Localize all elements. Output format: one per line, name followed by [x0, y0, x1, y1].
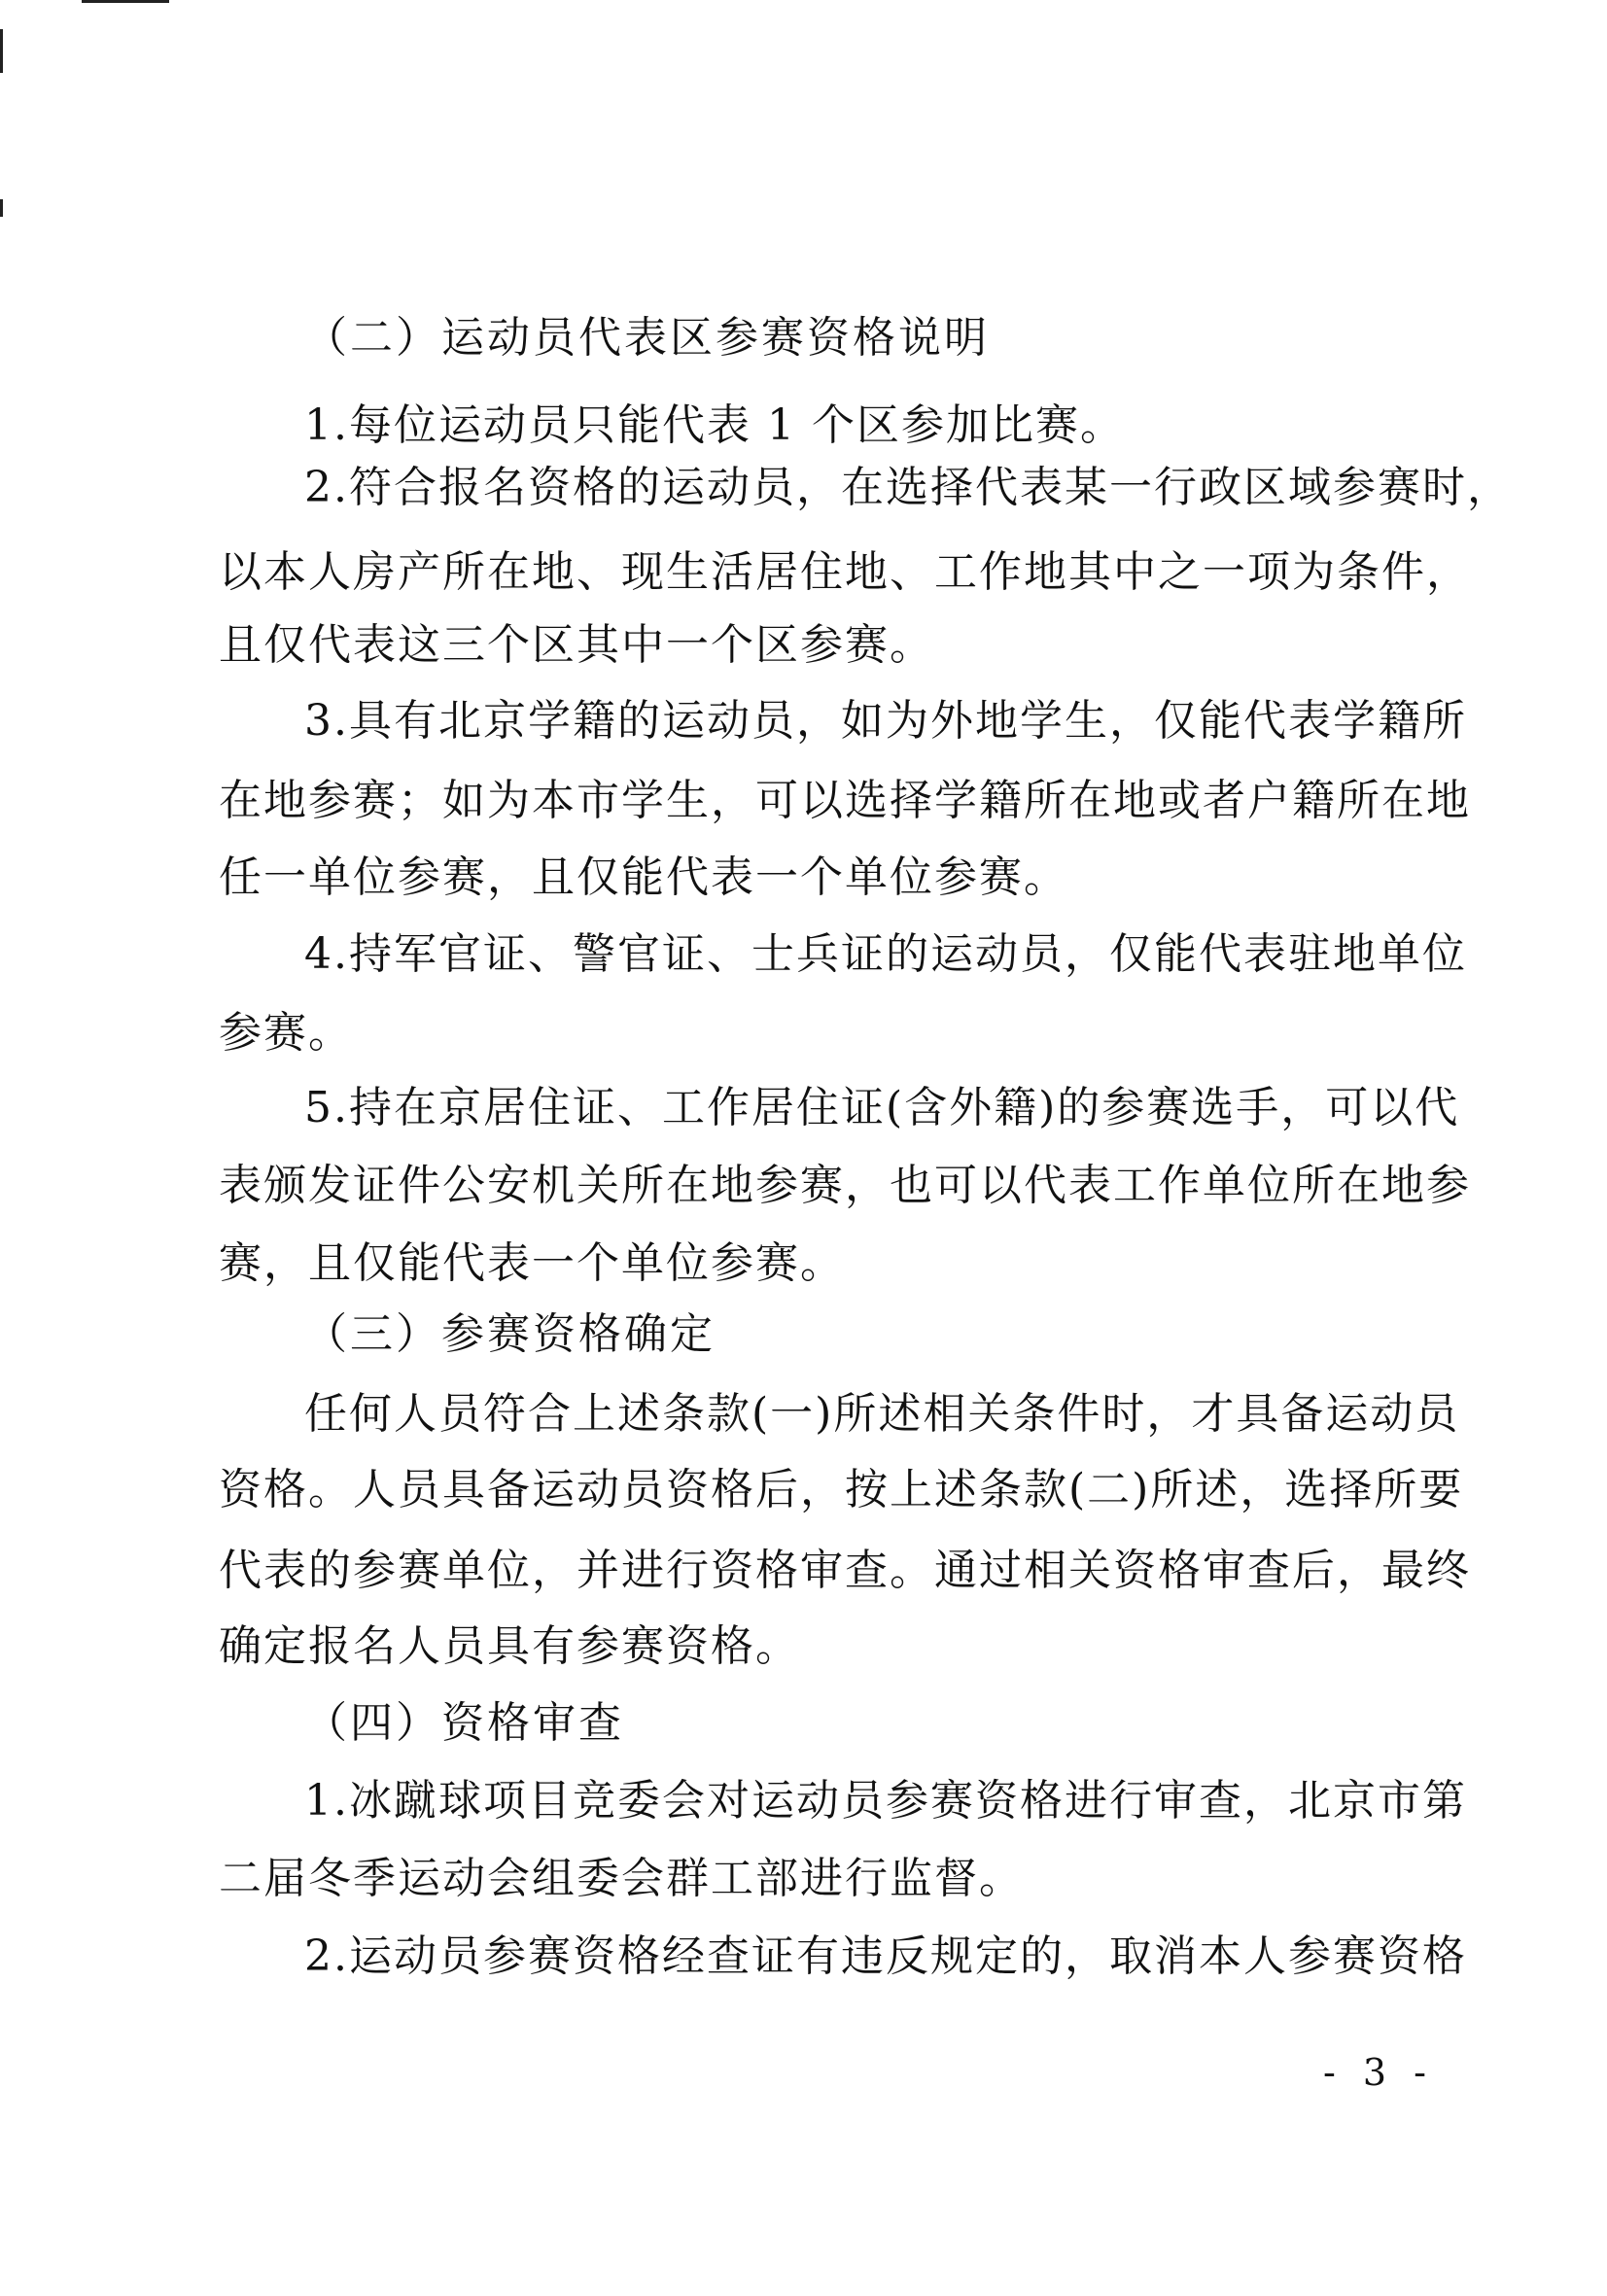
paragraph-line: 参赛。: [219, 1008, 353, 1058]
paragraph-line: 且仅代表这三个区其中一个区参赛。: [219, 620, 934, 670]
paragraph-line: 1.冰蹴球项目竞委会对运动员参赛资格进行审查，北京市第: [304, 1776, 1467, 1826]
section-heading-3: （三）参赛资格确定: [304, 1309, 716, 1359]
paragraph-line: 代表的参赛单位，并进行资格审查。通过相关资格审查后，最终: [219, 1546, 1471, 1595]
paragraph-line: 赛，且仅能代表一个单位参赛。: [219, 1238, 845, 1288]
section-heading-2: （二）运动员代表区参赛资格说明: [304, 313, 990, 363]
paragraph-line: 1.每位运动员只能代表 1 个区参加比赛。: [304, 400, 1125, 450]
page-number: - 3 -: [1322, 2051, 1434, 2094]
paragraph-line: 2.符合报名资格的运动员，在选择代表某一行政区域参赛时，: [304, 463, 1512, 512]
paragraph-line: 任何人员符合上述条款(一)所述相关条件时，才具备运动员: [304, 1389, 1460, 1439]
paragraph-line: 二届冬季运动会组委会群工部进行监督。: [219, 1854, 1024, 1903]
paragraph-line: 资格。人员具备运动员资格后，按上述条款(二)所述，选择所要: [219, 1465, 1464, 1514]
paragraph-line: 4.持军官证、警官证、士兵证的运动员，仅能代表驻地单位: [304, 929, 1467, 979]
paragraph-line: 任一单位参赛，且仅能代表一个单位参赛。: [219, 852, 1068, 902]
paragraph-line: 5.持在京居住证、工作居住证(含外籍)的参赛选手，可以代: [304, 1083, 1460, 1132]
paragraph-line: 2.运动员参赛资格经查证有违反规定的，取消本人参赛资格: [304, 1931, 1467, 1981]
paragraph-line: 在地参赛；如为本市学生，可以选择学籍所在地或者户籍所在地: [219, 776, 1471, 825]
paragraph-line: 确定报名人员具有参赛资格。: [219, 1621, 800, 1671]
paragraph-line: 表颁发证件公安机关所在地参赛，也可以代表工作单位所在地参: [219, 1161, 1471, 1210]
paragraph-line: 3.具有北京学籍的运动员，如为外地学生，仅能代表学籍所: [304, 696, 1467, 746]
section-heading-4: （四）资格审查: [304, 1698, 624, 1748]
paragraph-line: 以本人房产所在地、现生活居住地、工作地其中之一项为条件，: [219, 547, 1471, 597]
